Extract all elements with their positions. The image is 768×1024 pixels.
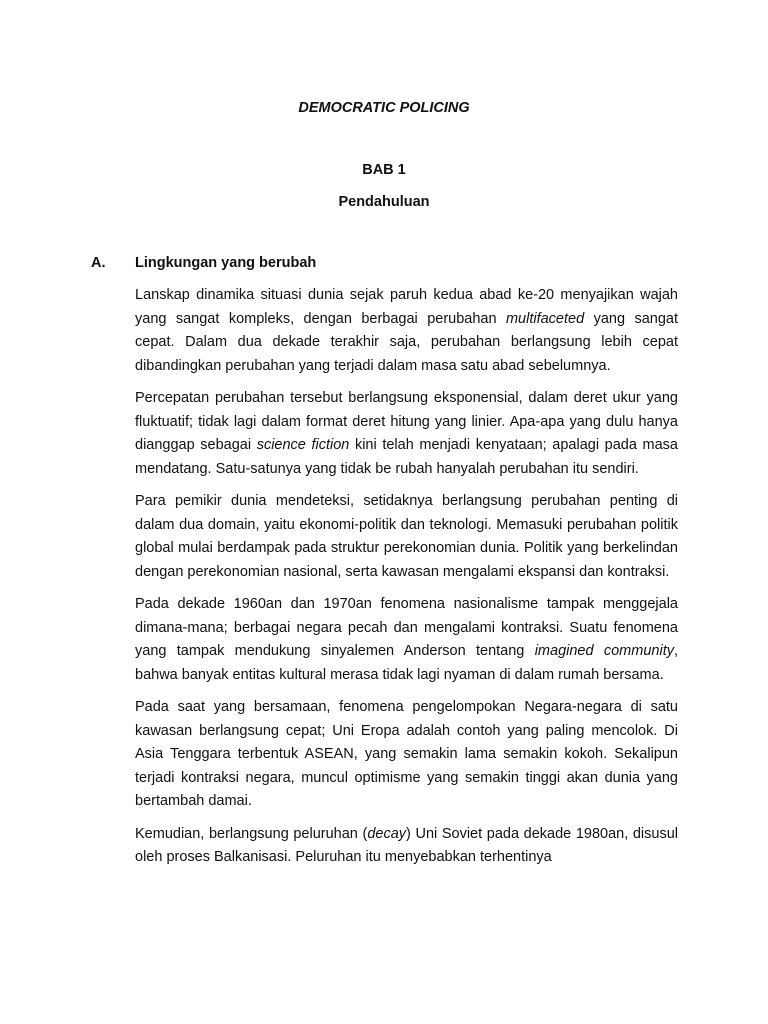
chapter-title: Pendahuluan [338, 194, 430, 210]
section-heading [91, 255, 691, 271]
text-run: yang sangat cepat. Dalam dua dekade terakhir saja, perubahan berlangsung lebih cepat dibandingkan perubahan yang terjadi dalam masa satu abad sebelumnya. [135, 310, 678, 374]
italic-term: decay [367, 825, 407, 842]
text-run: , bahwa banyak entitas kultural merasa tidak lagi nyaman di dalam rumah bersama. [135, 643, 678, 683]
text-run: Pada dekade 1960an dan 1970an fenomena nasionalisme tampak menggejala dimana-mana; berbagai negara pecah dan mengalami kontraksi. Suatu fenomena yang tampak mendukung sinyalemen Anderson tentang [135, 596, 678, 659]
text-run: Para pemikir dunia mendeteksi, setidaknya berlangsung perubahan penting di dalam dua domain, yaitu ekonomi-politik dan teknologi. Memasuki perubahan politik global mulai berdampak pada struktur perekonomian dunia. Politik yang berkelindan dengan perekonomian nasional, serta kawasan mengalami ekspansi dan kontraksi. [135, 493, 678, 580]
paragraph [135, 490, 678, 584]
paragraph [135, 696, 678, 814]
italic-term: science fiction [256, 437, 350, 453]
italic-term: imagined community [534, 643, 674, 659]
document-title: DEMOCRATIC POLICING [298, 100, 470, 116]
paragraph [135, 593, 678, 687]
text-run: Percepatan perubahan tersebut berlangsung eksponensial, dalam deret ukur yang fluktuatif; tidak lagi dalam format deret hitung yang linier. Apa-apa yang dulu hanya dianggap sebagai [135, 390, 678, 453]
section-letter: A. [91, 255, 106, 271]
text-run: Lanskap dinamika situasi dunia sejak paruh kedua abad ke-20 menyajikan wajah yang sangat kompleks, dengan berbagai perubahan [135, 287, 678, 327]
italic-term: multifaceted [505, 310, 585, 327]
text-run: ) Uni Soviet pada dekade 1980an, disusul oleh proses Balkanisasi. Peluruhan itu menyebabkan terhentinya [135, 825, 678, 865]
paragraph [135, 387, 678, 481]
text-run: Pada saat yang bersamaan, fenomena pengelompokan Negara-negara di satu kawasan berlangsung cepat; Uni Eropa adalah contoh yang paling mencolok. Di Asia Tenggara terbentuk ASEAN, yang semakin lama semakin kokoh. Sekalipun terjadi kontraksi negara, muncul optimisme yang semakin tinggi akan dunia yang bertambah damai. [135, 699, 678, 809]
text-run: Kemudian, berlangsung peluruhan ( [135, 825, 368, 842]
body-text [135, 284, 678, 879]
paragraph [135, 284, 678, 378]
text-run: kini telah menjadi kenyataan; apalagi pada masa mendatang. Satu-satunya yang tidak be rubah hanyalah perubahan itu sendiri. [135, 437, 678, 477]
paragraph [135, 823, 678, 870]
section-title: Lingkungan yang berubah [135, 255, 317, 271]
chapter-number: BAB 1 [362, 162, 406, 178]
